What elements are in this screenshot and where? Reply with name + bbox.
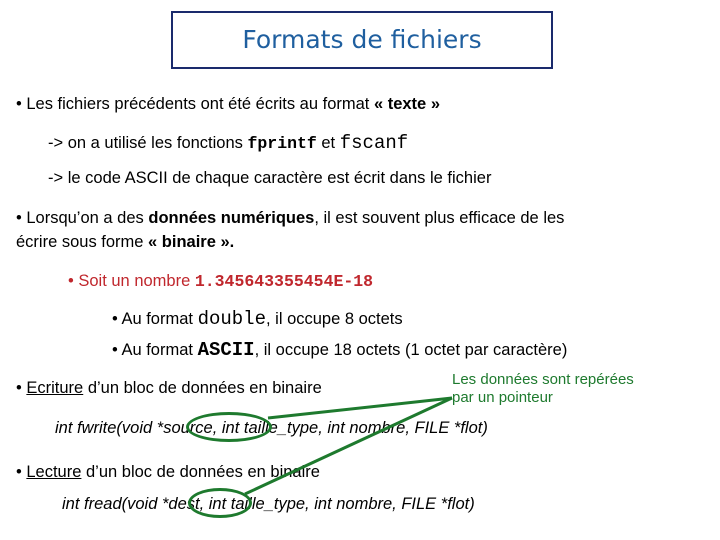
bullet-text-format-emph: « texte » bbox=[373, 95, 440, 113]
callout-line1: Les données sont repérées bbox=[452, 371, 634, 388]
line-functions-prefix: -> on a utilisé les fonctions bbox=[48, 134, 248, 152]
fwrite-signature: int fwrite(void *source, int taille_type, int nombre, FILE *flot) bbox=[55, 419, 488, 437]
fread-signature: int fread(void *dest, int taille_type, int nombre, FILE *flot) bbox=[62, 495, 475, 513]
line-functions-mid: et bbox=[316, 134, 340, 152]
bullet-numeric-emph2: « binaire ». bbox=[148, 233, 235, 251]
bullet-text-format-prefix: • Les fichiers précédents ont été écrits au format bbox=[16, 95, 374, 113]
read-bullet-marker: • bbox=[16, 463, 27, 481]
ascii-type: ASCII bbox=[197, 339, 255, 361]
fprintf-code: fprintf bbox=[247, 134, 317, 153]
read-bullet-suffix: d’un bloc de données en binaire bbox=[81, 463, 320, 481]
slide-title: Formats de fichiers bbox=[242, 25, 482, 54]
read-bullet-emph: Lecture bbox=[26, 463, 82, 481]
line-ascii-code: -> le code ASCII de chaque caractère est écrit dans le fichier bbox=[48, 169, 492, 187]
callout-line2: par un pointeur bbox=[452, 389, 553, 406]
double-type: double bbox=[197, 308, 266, 330]
ascii-prefix: • Au format bbox=[112, 341, 198, 359]
write-bullet-suffix: d’un bloc de données en binaire bbox=[83, 379, 322, 397]
bullet-numeric-part1: • Lorsqu’on a des bbox=[16, 209, 149, 227]
arrow-to-source bbox=[268, 398, 452, 418]
double-suffix: , il occupe 8 octets bbox=[265, 310, 403, 328]
example-prefix: • Soit un nombre bbox=[68, 272, 195, 290]
arrow-to-dest bbox=[245, 398, 452, 494]
double-prefix: • Au format bbox=[112, 310, 198, 328]
bullet-numeric-part2: , il est souvent plus efficace de les bbox=[314, 209, 565, 227]
bullet-numeric-line2-prefix: écrire sous forme bbox=[16, 233, 149, 251]
example-number: 1.345643355454E-18 bbox=[194, 272, 374, 291]
fscanf-code: fscanf bbox=[339, 132, 409, 154]
write-bullet-marker: • bbox=[16, 379, 27, 397]
bullet-numeric-emph: données numériques bbox=[148, 209, 315, 227]
write-bullet-emph: Ecriture bbox=[26, 379, 84, 397]
ascii-suffix: , il occupe 18 octets (1 octet par caractère) bbox=[254, 341, 568, 359]
